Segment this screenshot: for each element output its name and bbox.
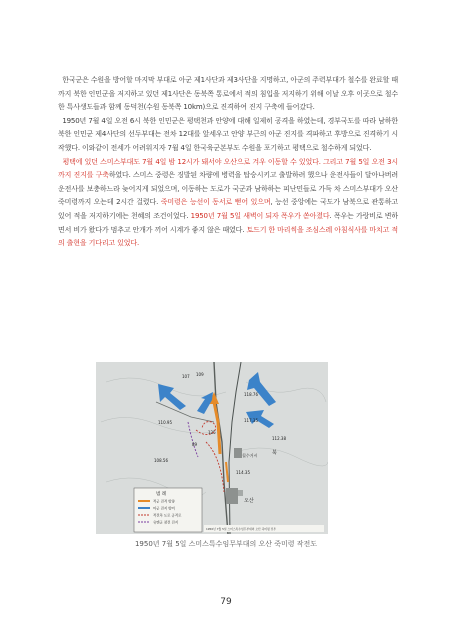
map-legend [134,488,202,532]
battle-map [96,362,328,534]
osan-block-2 [238,490,243,496]
figure-caption: 1950년 7월 5일 스미스특수임무부대의 오산 죽미령 작전도 [134,540,318,548]
paragraph-2-text: 1950년 7월 4일 오전 6시 북한 인민군은 평택천과 안양에 대해 일제히 공격을 하였는데, 경부국도를 따라 남하한 북한 인민군 제4사단의 선두부대는 전차 12대를 앞세우고 안양 부근의 아군 진지를 격파하고 후방으로 진격하기 시작했다. 이와같이 전세가 어려워지자 7월 4일 한국육군본부도 수원을 포기하고 평택으로 철수하게 되었다. [58,116,399,152]
label-road-mid1: 117.35 [244,418,258,423]
label-north: 북 [272,450,277,456]
village-block [234,448,242,458]
battle-map-figure [96,362,328,534]
map-note: 1950년 7월 5일 스미스특수임무부대의 오산 죽미령 전투 [206,527,277,531]
paragraph-1-text: 한국군은 수원을 방어할 마지막 부대로 아군 제1사단과 제3사단을 지명하고, 아군의 주력부대가 철수를 완료할 때까지 북한 인민군을 저지하고 있던 제1사단은 동북쪽 통로에서 적의 침입을 저지하기 위해 이날 오후 이곳으로 철수한 특사생도들과 함께 동덕천(수원 동북쪽 10km)으로 진격하여 진지 구축에 들어갔다. [58,76,399,112]
page-number: 79 [220,597,232,607]
legend-label-tank: 적전차 도로 공격로 [153,513,182,518]
body-text [58,74,398,251]
paragraph-3-text-a: 하였다. 스미스 중령은 징발된 차량에 병력을 탑승시키고 출발하려 했으나 운전사들이 달아나버려 운전사를 보충하느라 늦어지게 되었으며, 이동하는 도로가 국군과 남하하는 피난민들로 가득 차 스미스부대가 오산 죽미령까지 오는데 2시간 걸렸다. [58,171,398,207]
highlight-smith-move: 평택에 있던 스미스부대도 7월 4일 밤 12시가 돼서야 오산으로 겨우 이동할 수 있었다. 그리고 7월 5일 오전 3시까지 진지를 구축 [58,157,398,180]
label-road-top: 118.76 [244,392,258,397]
label-hill-89: 89 [192,442,198,447]
label-hill-right: 112.38 [272,436,286,441]
label-hill-109: 109 [196,372,204,377]
paragraph-3-text-c: . 폭우는 가랑비로 변하면서 비가 왔다가 멈추고 안개가 끼어 시계가 좋지 않은 때였다. [58,211,399,234]
legend-title: 범 례 [156,492,167,497]
legend-label-friendly: 아군 진지 방어 [153,506,175,511]
paragraph-3 [58,156,398,251]
osan-block [226,488,238,504]
label-hill-left: 110.95 [158,420,172,425]
highlight-ridge: 죽미령은 능선이 동서로 뻗어 있으며 [160,198,271,207]
highlight-breakfast: 토드기 한 마리씩을 조심스레 아침식사를 마치고 적의 출현을 기다리고 있었다. [58,225,398,248]
highlight-rain: 1950년 7월 5일 새벽이 되자 폭우가 쏟아졌다 [190,211,330,220]
label-hill-107: 107 [182,374,190,379]
label-osan: 오산 [244,498,254,504]
legend-label-enemy: 적군 진격 방향 [153,499,175,504]
legend-label-un: 유엔군 참전 진지 [153,520,179,525]
paragraph-3-text-b: , 능선 중앙에는 국도가 남북으로 관통하고 있어 적을 저지하기에는 천혜의 조건이었다. [58,198,398,220]
paragraph-2 [58,115,398,156]
map-background [96,362,328,534]
label-road-mid2: 114.35 [236,470,250,475]
label-village: 칠수거시 [242,453,258,458]
label-hill-125: 125 [208,430,216,435]
label-hill-left-2: 108.56 [154,458,168,463]
paragraph-1 [58,74,398,115]
